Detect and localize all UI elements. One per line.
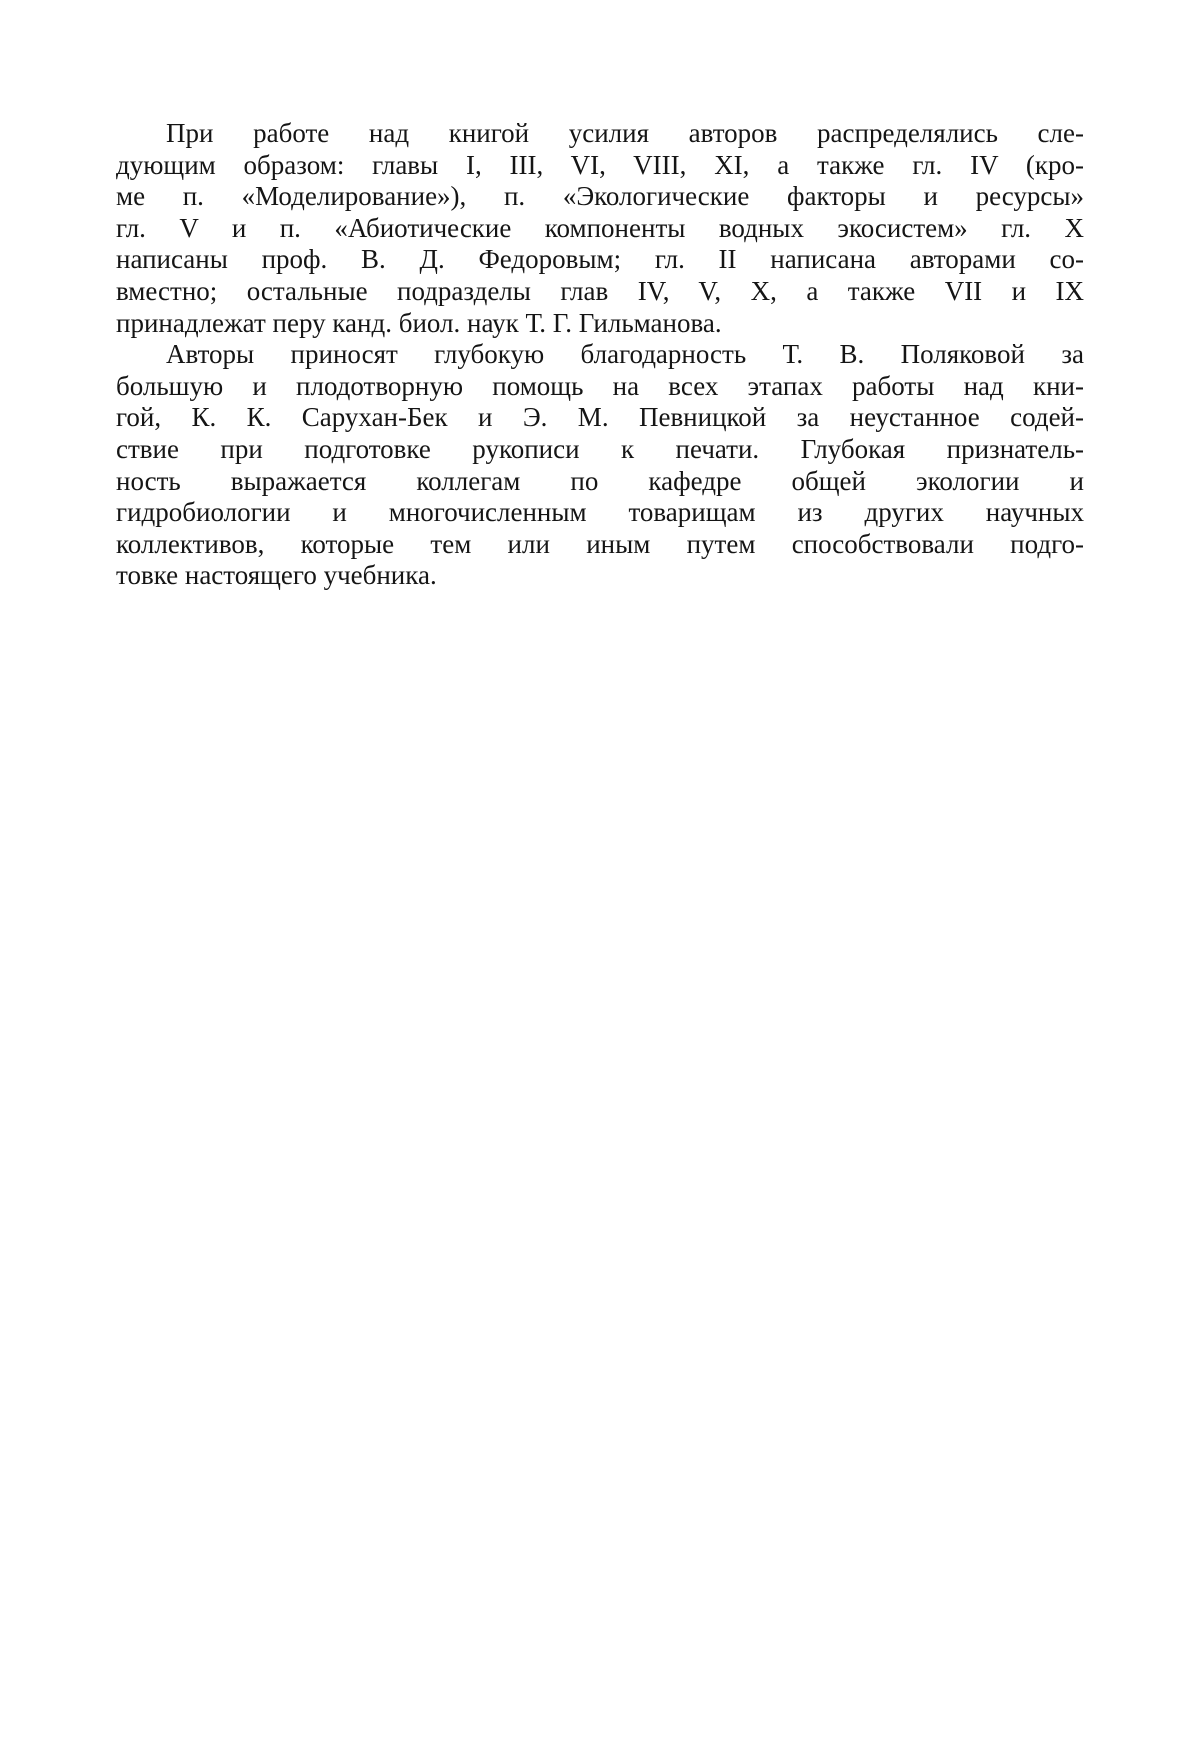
text-line: ность выражается коллегам по кафедре общей экологии и (116, 465, 1084, 496)
text-line: При работе над книгой усилия авторов распределялись сле- (166, 118, 1084, 148)
text-line: дующим образом: главы I, III, VI, VIII, XI, а также гл. IV (кро- (116, 149, 1084, 180)
text-line: гой, К. К. Сарухан-Бек и Э. М. Певницкой за неустанное содей- (116, 402, 1084, 433)
text-line: гл. V и п. «Абиотические компоненты водных экосистем» гл. X (116, 212, 1084, 243)
text-line: товке настоящего учебника. (116, 560, 437, 591)
body-text (116, 118, 1084, 592)
paragraph-acknowledgements (116, 339, 1084, 592)
text-line: Авторы приносят глубокую благодарность Т. В. Поляковой за (166, 339, 1084, 370)
text-line: гидробиологии и многочисленным товарищам из других научных (116, 497, 1084, 528)
text-line: вместно; остальные подразделы глав IV, V, X, а также VII и IX (116, 275, 1084, 306)
text-line: ме п. «Моделирование»), п. «Экологические факторы и ресурсы» (116, 181, 1084, 212)
text-line: принадлежат перу канд. биол. наук Т. Г. Гильманова. (116, 307, 722, 338)
text-line: большую и плодотворную помощь на всех этапах работы над кни- (116, 370, 1084, 401)
text-line: коллективов, которые тем или иным путем способствовали подго- (116, 528, 1084, 559)
text-line: ствие при подготовке рукописи к печати. Глубокая признатель- (116, 433, 1084, 464)
text-line: написаны проф. В. Д. Федоровым; гл. II написана авторами со- (116, 244, 1084, 275)
paragraph-authors-contribution (116, 118, 1084, 339)
